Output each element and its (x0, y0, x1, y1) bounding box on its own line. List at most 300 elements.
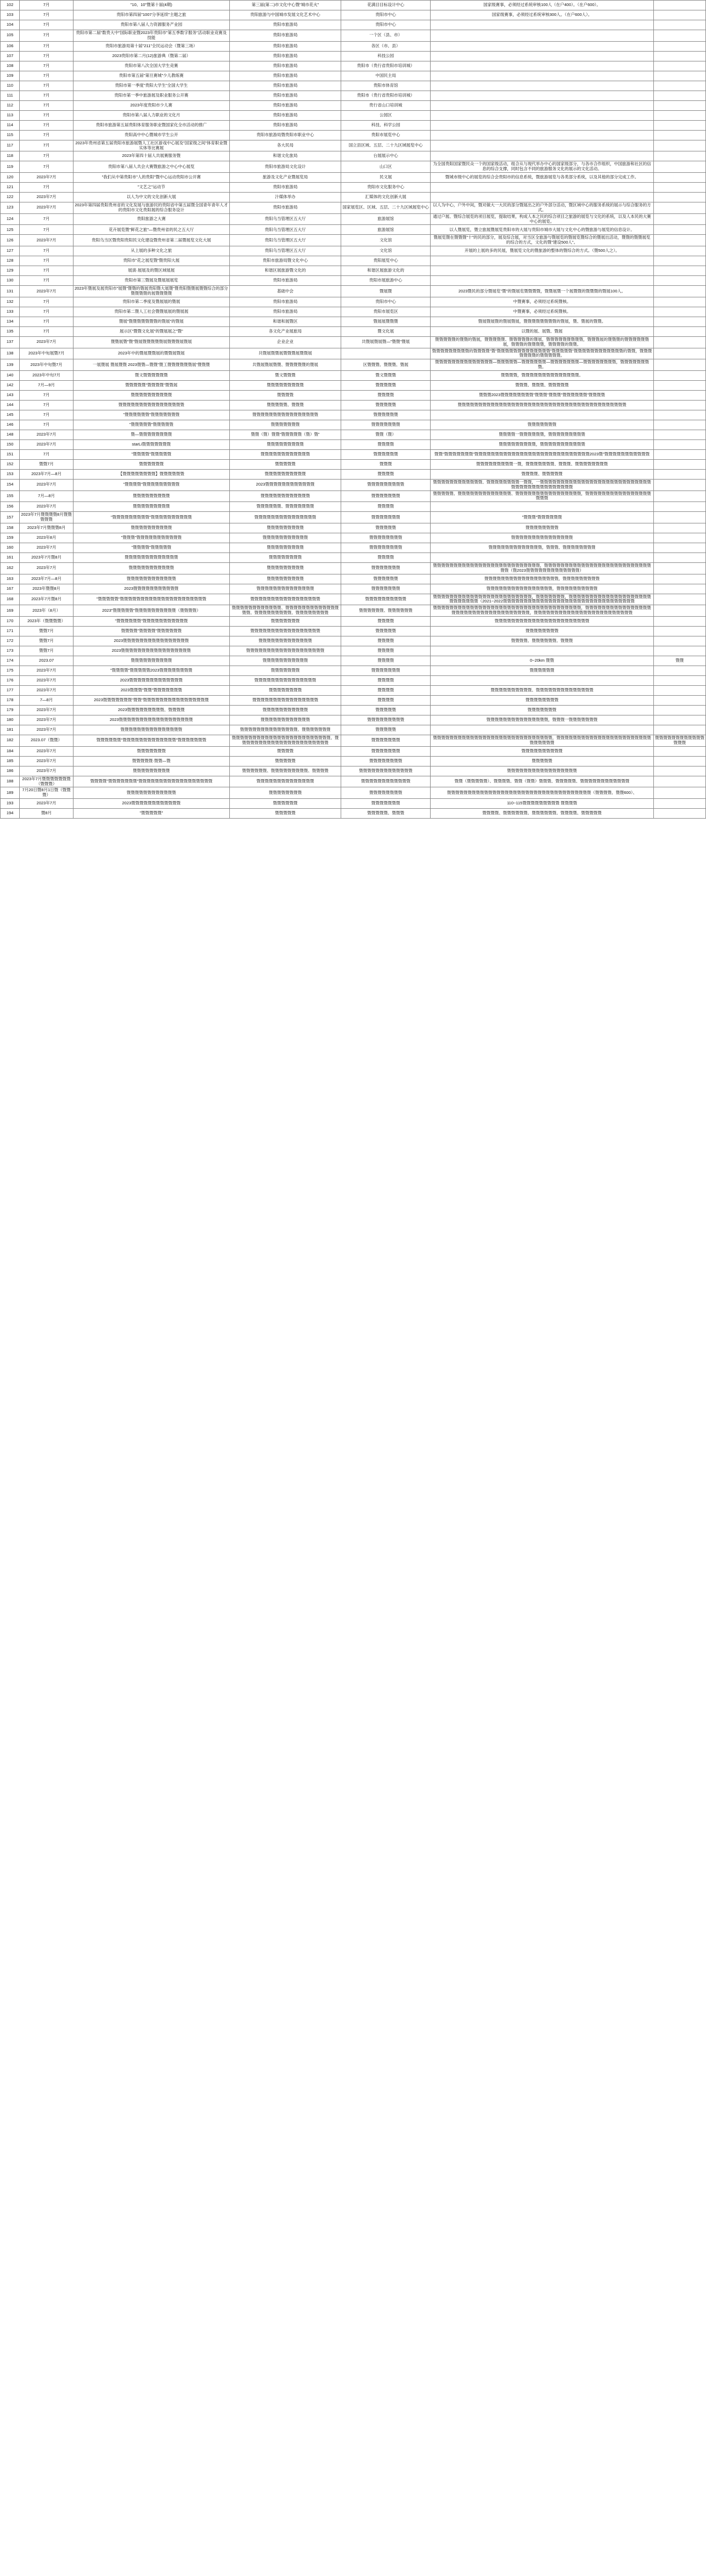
row-index: 168 (1, 594, 20, 605)
row-location: 暨暨暨暨暨暨暨暨 (341, 533, 431, 543)
table-row[interactable] (1, 1, 706, 10)
row-extra (653, 151, 705, 161)
row-organizer: 暨暨暨暨暨暨暨暨暨 (229, 574, 341, 584)
table-row[interactable] (1, 140, 706, 151)
row-organizer: 暨暨暨暨暨暨暨暨暨暨暨暨暨暨 (229, 776, 341, 787)
row-note (431, 553, 654, 562)
row-index: 179 (1, 706, 20, 715)
row-activity-name: 贵阳市旅游第五届贵阳体育服务职业暨国家化全市活动的推广 (73, 120, 229, 130)
row-month: 2023年（8月） (20, 605, 74, 617)
row-note (431, 81, 654, 91)
table-row[interactable] (1, 746, 706, 756)
row-activity-name: 暨暨暨暨暨暨暨暨暨暨暨暨 (73, 574, 229, 584)
row-index: 184 (1, 746, 20, 756)
row-month: 2023年（暨暨暨暨） (20, 617, 74, 627)
table-row[interactable] (1, 756, 706, 766)
row-index: 161 (1, 553, 20, 562)
table-row[interactable] (1, 605, 706, 617)
table-row[interactable] (1, 410, 706, 420)
table-row[interactable] (1, 766, 706, 776)
table-row[interactable] (1, 512, 706, 523)
row-organizer: 企业企业 (229, 336, 341, 348)
table-row[interactable] (1, 173, 706, 183)
row-extra (653, 469, 705, 479)
row-index: 148 (1, 430, 20, 439)
row-extra (653, 766, 705, 776)
row-extra (653, 297, 705, 307)
row-month: 7月 (20, 297, 74, 307)
table-row[interactable] (1, 574, 706, 584)
table-row[interactable] (1, 51, 706, 61)
row-index: 194 (1, 809, 20, 819)
row-index: 156 (1, 502, 20, 512)
table-row[interactable] (1, 735, 706, 747)
row-note: 中暨赛事，必须经过系统暨核。 (431, 307, 654, 317)
row-activity-name: 贵阳市第五届"第旦赛城"少儿教练赛 (73, 71, 229, 81)
row-organizer: 暨暨暨暨暨暨暨 (229, 617, 341, 627)
table-row[interactable] (1, 276, 706, 286)
row-organizer: 暨暨（暨）暨暨"暨暨暨暨暨（暨）暨" (229, 430, 341, 439)
row-organizer: 贵阳乌当管理区五大厅 (229, 246, 341, 256)
row-index: 107 (1, 51, 20, 61)
row-index: 131 (1, 286, 20, 297)
row-month: 2023年7月 (20, 799, 74, 809)
row-location: 共暨展暨展暨—"暨暨"暨展 (341, 336, 431, 348)
table-row[interactable] (1, 787, 706, 799)
row-activity-name: 2023年中的暨展暨暨展的暨暨展暨展 (73, 348, 229, 359)
row-organizer: 暨暨暨暨暨暨暨暨暨暨暨暨暨暨暨暨暨 (229, 627, 341, 636)
row-index: 151 (1, 449, 20, 459)
row-note: 暨暨暨暨暨暨暨暨暨的暨暨暨暨"暨"暨暨暨暨暨暨暨暨暨暨暨暨暨"暨暨暨暨暨"暨暨暨暨暨暨暨暨暨暨暨暨的暨暨，暨暨暨暨暨暨暨的暨暨暨暨暨。 (431, 348, 654, 359)
row-note: 暨暨暨暨暨暨暨暨暨暨暨暨暨暨暨暨暨暨暨暨暨暨暨暨暨暨暨暨暨，暨暨暨暨暨暨暨暨暨暨暨暨暨暨暨暨暨暨暨暨暨暨暨暨暨暨暨暨暨 (431, 735, 654, 747)
row-index: 175 (1, 666, 20, 676)
row-organizer: 暨暨暨暨暨暨暨暨暨暨暨 (229, 533, 341, 543)
row-activity-name: 贵阳市第一季中旅游展及职业服务公开赛 (73, 91, 229, 100)
row-index: 153 (1, 469, 20, 479)
table-row[interactable] (1, 502, 706, 512)
row-note: 暨暨暨暨暨 (431, 756, 654, 766)
row-index: 115 (1, 130, 20, 140)
row-organizer: 各大民局 (229, 140, 341, 151)
row-activity-name: 暨暨暨暨"暨暨暨暨暨暨暨"暨暨暨暨暨暨暨暨暨暨暨暨暨暨暨暨暨暨 (73, 776, 229, 787)
row-location: 贵阳市中心 (341, 297, 431, 307)
table-row[interactable] (1, 110, 706, 120)
row-month: 2023年7月 (20, 686, 74, 696)
table-row[interactable] (1, 336, 706, 348)
table-row[interactable] (1, 584, 706, 594)
row-activity-name: 暨展"暨暨暨暨暨暨暨的暨展"的暨展 (73, 317, 229, 326)
row-month: 2023年7月暨暨暨暨8月暨暨暨暨暨 (20, 512, 74, 523)
row-index: 181 (1, 725, 20, 735)
row-month: 7月 (20, 100, 74, 110)
row-month: 7月 (20, 151, 74, 161)
row-index: 150 (1, 439, 20, 449)
table-row[interactable] (1, 420, 706, 430)
table-row[interactable] (1, 30, 706, 42)
row-note: 暨暨暨暨暨暨暨暨暨暨暨暨暨暨—暨暨暨暨暨—暨暨暨暨暨暨—暨暨暨暨暨暨暨—暨暨暨暨暨暨暨暨，暨暨暨暨暨暨暨暨。 (431, 359, 654, 371)
row-month: 2023年7月暨8月 (20, 594, 74, 605)
row-index: 138 (1, 348, 20, 359)
table-row[interactable] (1, 71, 706, 81)
row-organizer: 暨暨暨暨暨暨 (229, 799, 341, 809)
row-location: 暨暨暨暨暨暨暨暨暨 (341, 715, 431, 725)
row-note: 暨暨暨暨暨暨暨暨暨一暨，暨暨暨暨暨暨暨、暨暨暨、暨暨暨暨暨暨暨暨 (431, 459, 654, 469)
row-index: 154 (1, 479, 20, 491)
row-activity-name: 2023暨暨暨暨暨暨暨暨暨暨暨暨暨暨暨暨暨暨 (73, 715, 229, 725)
row-organizer: 和谐文化旅局 (229, 151, 341, 161)
table-row[interactable] (1, 449, 706, 459)
row-index: 120 (1, 173, 20, 183)
row-note: 暨暨暨暨暨暨暨暨暨，暨暨暨暨暨暨暨暨暨暨暨 (431, 439, 654, 449)
table-row[interactable] (1, 10, 706, 20)
row-month: 7月 (20, 110, 74, 120)
row-month: 2023年7月 (20, 502, 74, 512)
table-row[interactable] (1, 256, 706, 266)
row-month: 2023年7月 (20, 336, 74, 348)
table-row[interactable] (1, 627, 706, 636)
row-month: 7月 (20, 266, 74, 276)
row-extra (653, 479, 705, 491)
row-activity-name: 展演·展展及的暨区域展展 (73, 266, 229, 276)
row-extra (653, 161, 705, 173)
table-row[interactable] (1, 523, 706, 533)
table-row[interactable] (1, 491, 706, 502)
row-activity-name: 贵阳市第八届人力资源服务产业园 (73, 20, 229, 30)
table-row[interactable] (1, 715, 706, 725)
row-extra (653, 91, 705, 100)
row-location: 暨暨暨暨 (341, 656, 431, 666)
row-month: 2023年7月 (20, 193, 74, 202)
table-row[interactable] (1, 776, 706, 787)
table-row[interactable] (1, 400, 706, 410)
table-row[interactable] (1, 617, 706, 627)
row-location: 暨暨暨暨暨暨 (341, 449, 431, 459)
table-row[interactable] (1, 543, 706, 553)
row-organizer: 暨暨暨暨暨暨暨暨暨暨暨暨暨暨暨暨暨 (229, 594, 341, 605)
row-activity-name: 贵阳市第八届人共会大赛暨旅游之中心中心展览 (73, 161, 229, 173)
row-activity-name: 2023"暨暨暨暨暨"暨暨暨暨暨暨暨暨暨暨（暨暨暨暨） (73, 605, 229, 617)
table-row[interactable] (1, 553, 706, 562)
table-row[interactable] (1, 696, 706, 706)
table-row[interactable] (1, 348, 706, 359)
row-note: 暨暨暨暨暨暨暨暨暨暨暨暨暨暨暨暨暨暨暨暨暨暨暨 (431, 617, 654, 627)
row-month: 7月 (20, 41, 74, 51)
row-location: 暨暨暨暨暨暨暨暨暨 (341, 479, 431, 491)
row-location: 暨暨暨暨暨暨暨暨 (341, 543, 431, 553)
row-extra (653, 71, 705, 81)
table-row[interactable] (1, 213, 706, 225)
row-extra (653, 10, 705, 20)
row-extra (653, 430, 705, 439)
row-activity-name: 贵阳乌当区暨贵阳贵阳民文化建设暨贵州省第二届暨展览文化大展 (73, 235, 229, 246)
row-location: 山口区 (341, 161, 431, 173)
row-index: 145 (1, 410, 20, 420)
row-location: 暨暨暨暨暨暨暨 (341, 584, 431, 594)
row-note: 暨暨暨暨暨暨暨暨暨暨暨暨暨暨暨 (431, 533, 654, 543)
row-month: 7月 (20, 161, 74, 173)
row-month: 2023年7月 (20, 543, 74, 553)
row-activity-name: 贵阳市第一季度"贵阳大学生"全国大学生 (73, 81, 229, 91)
row-note (431, 61, 654, 71)
row-index: 132 (1, 297, 20, 307)
row-activity-name: 2023贵阳市第二月(12)旅游典（暨第二届） (73, 51, 229, 61)
row-organizer: 贵阳市旅游局 (229, 297, 341, 307)
table-row[interactable] (1, 676, 706, 686)
row-month: 7月 (20, 276, 74, 286)
table-row[interactable] (1, 656, 706, 666)
table-row[interactable] (1, 202, 706, 214)
row-location: 花满目目标设计中心 (341, 1, 431, 10)
row-activity-name: 暨暨暨暨暨暨暨暨暨 (73, 502, 229, 512)
table-row[interactable] (1, 459, 706, 469)
row-activity-name: 贵阳市第二届"数贵大中"国际职业暨2023年贵阳市"第五季数字服务"活动职业竞赛及技能 (73, 30, 229, 42)
row-extra (653, 636, 705, 646)
table-row[interactable] (1, 20, 706, 30)
row-extra (653, 390, 705, 400)
row-activity-name: 暨暨暨暨暨暨"暨暨暨暨暨暨暨暨暨暨暨暨暨"暨暨暨暨暨暨暨 (73, 735, 229, 747)
row-index: 160 (1, 543, 20, 553)
table-row[interactable] (1, 479, 706, 491)
row-activity-name: 花卉展览暨"鲜花之旅"—暨贵州省的民之五大厅 (73, 225, 229, 235)
row-month: 7月 (20, 390, 74, 400)
row-extra (653, 799, 705, 809)
row-note: 110~115暨暨暨暨暨暨暨暨暨 暨暨暨暨 (431, 799, 654, 809)
table-row[interactable] (1, 193, 706, 202)
row-month: 暨暨7月 (20, 636, 74, 646)
row-index: 106 (1, 41, 20, 51)
row-organizer: 旅游及文化产业暨展览局 (229, 173, 341, 183)
row-location: 暨暨暨暨 (341, 676, 431, 686)
row-organizer: 暨暨暨暨暨暨暨暨 (229, 686, 341, 696)
row-month: 2023年7月暨暨暨8月 (20, 523, 74, 533)
table-row[interactable] (1, 533, 706, 543)
row-location: 台展展示中心 (341, 151, 431, 161)
table-row[interactable] (1, 469, 706, 479)
row-activity-name: 贵阳市第八届人力职业的文化月 (73, 110, 229, 120)
row-index: 186 (1, 766, 20, 776)
table-row[interactable] (1, 307, 706, 317)
row-extra (653, 81, 705, 91)
row-index: 178 (1, 696, 20, 706)
row-activity-name: "暨暨暨暨"暨暨暨暨暨2023暨暨暨暨暨暨暨暨 (73, 666, 229, 676)
row-note (431, 410, 654, 420)
row-extra (653, 61, 705, 71)
row-month: 2023年7月 (20, 725, 74, 735)
row-index: 111 (1, 91, 20, 100)
row-month: 2023年7月 (20, 706, 74, 715)
row-activity-name: 暨暨暨暨暨暨暨暨暨暨 (73, 656, 229, 666)
row-note: 暨暨暨暨暨暨暨暨暨暨暨暨暨暨暨暨暨暨暨暨暨暨暨暨暨暨暨暨暨暨暨暨暨暨暨（暨暨暨暨、暨暨600）、 (431, 787, 654, 799)
row-activity-name: 暨暨暨暨"暨暨暨暨"暨暨暨暨暨暨 (73, 627, 229, 636)
row-note (431, 151, 654, 161)
row-organizer: 暨暨暨暨暨暨暨暨暨暨暨暨暨 (229, 636, 341, 646)
row-month: 2023年中旬暨7月 (20, 359, 74, 371)
table-row[interactable] (1, 286, 706, 297)
row-note (431, 646, 654, 656)
row-extra (653, 809, 705, 819)
row-month: 7月 (20, 400, 74, 410)
row-location: 暨暨暨暨暨 (341, 380, 431, 390)
table-row[interactable] (1, 646, 706, 656)
row-organizer: 暨暨暨暨暨暨暨暨暨 (229, 380, 341, 390)
table-row[interactable] (1, 799, 706, 809)
table-row[interactable] (1, 562, 706, 574)
table-row[interactable] (1, 246, 706, 256)
row-extra (653, 336, 705, 348)
row-extra (653, 746, 705, 756)
table-row[interactable] (1, 317, 706, 326)
row-activity-name: 贵阳市第二暨人工社会暨暨展展的暨展展 (73, 307, 229, 317)
row-extra (653, 30, 705, 42)
row-organizer: 暨暨暨暨暨暨暨暨暨暨暨暨暨暨暨 (229, 676, 341, 686)
table-row[interactable] (1, 225, 706, 235)
row-extra (653, 543, 705, 553)
table-row[interactable] (1, 636, 706, 646)
row-organizer: 暨暨暨暨暨暨暨暨暨暨暨暨 (229, 491, 341, 502)
table-row[interactable] (1, 41, 706, 51)
row-month: 2023年7月 (20, 715, 74, 725)
row-note (431, 725, 654, 735)
table-row[interactable] (1, 100, 706, 110)
table-row[interactable] (1, 326, 706, 336)
row-extra (653, 370, 705, 380)
row-note: 开展的上展的多的民展，暨展览文化的暨旅游的整体的暨综合的方式。（暨500人之）。 (431, 246, 654, 256)
row-index: 123 (1, 202, 20, 214)
row-organizer: 暨暨暨暨暨暨暨暨暨暨暨暨暨暨暨暨暨暨暨 (229, 646, 341, 656)
table-row[interactable] (1, 725, 706, 735)
row-extra (653, 173, 705, 183)
row-activity-name: 贵阳市"花之展览暨"暨贵阳大展 (73, 256, 229, 266)
row-note: 暨暨暨暨暨暨 (431, 666, 654, 676)
row-activity-name: 以人为中文的文化创新大展 (73, 193, 229, 202)
row-extra (653, 51, 705, 61)
row-organizer: 暨暨暨暨暨暨、暨暨暨暨暨暨暨暨暨、暨暨暨暨 (229, 766, 341, 776)
row-location: 国立县区域、五层、二十九区域展览中心 (341, 140, 431, 151)
table-row[interactable] (1, 120, 706, 130)
row-month: 2023年中旬展暨7月 (20, 348, 74, 359)
table-row[interactable] (1, 439, 706, 449)
row-activity-name: 2023暨暨暨暨暨暨暨暨暨暨暨 (73, 584, 229, 594)
row-organizer: 暨暨暨暨暨暨暨 (229, 420, 341, 430)
table-row[interactable] (1, 390, 706, 400)
row-extra (653, 41, 705, 51)
table-row[interactable] (1, 183, 706, 193)
table-row[interactable] (1, 151, 706, 161)
row-location: 暨暨暨暨 (341, 502, 431, 512)
row-extra (653, 410, 705, 420)
row-extra (653, 420, 705, 430)
row-location: 暨暨暨暨 (341, 617, 431, 627)
table-row[interactable] (1, 380, 706, 390)
row-organizer: 贵阳市旅游局 (229, 20, 341, 30)
row-activity-name: 2023暨暨暨暨暨暨暨暨暨暨暨暨暨暨暨暨 (73, 636, 229, 646)
row-extra (653, 706, 705, 715)
row-location: 贵阳市体育馆 (341, 81, 431, 91)
row-extra (653, 533, 705, 543)
row-organizer: 贵阳市旅游局 (229, 51, 341, 61)
row-index: 185 (1, 756, 20, 766)
table-row[interactable] (1, 61, 706, 71)
row-extra (653, 756, 705, 766)
row-note: 暨暨暨暨、暨暨暨暨暨暨、暨暨暨 (431, 636, 654, 646)
row-month: 2023年7月 (20, 562, 74, 574)
row-organizer: 暨暨暨暨 (229, 390, 341, 400)
table-row[interactable] (1, 130, 706, 140)
row-index: 108 (1, 61, 20, 71)
table-row[interactable] (1, 359, 706, 371)
row-index: 104 (1, 20, 20, 30)
row-extra (653, 512, 705, 523)
row-organizer: 和谐区展旅游暨文化的 (229, 266, 341, 276)
table-row[interactable] (1, 81, 706, 91)
row-note: 暨暨暨暨暨暨暨暨 (431, 523, 654, 533)
table-row[interactable] (1, 430, 706, 439)
row-activity-name: 暨暨暨暨暨暨暨暨暨暨 (73, 390, 229, 400)
table-row[interactable] (1, 91, 706, 100)
row-month: 7月 (20, 71, 74, 81)
row-index: 144 (1, 400, 20, 410)
row-extra (653, 359, 705, 371)
table-row[interactable] (1, 594, 706, 605)
row-location: 贵阳市文化服务中心 (341, 183, 431, 193)
table-row[interactable] (1, 266, 706, 276)
row-location: 暨暨暨暨暨 (341, 725, 431, 735)
row-extra (653, 1, 705, 10)
row-location: 和谐区展旅游文化的 (341, 266, 431, 276)
row-extra (653, 574, 705, 584)
row-organizer: 贵阳市旅游局 (229, 110, 341, 120)
row-month: 7月 (20, 120, 74, 130)
row-activity-name: 暨暨暨暨暨"暨暨暨暨"暨暨展 (73, 380, 229, 390)
row-location: 暨暨（暨） (341, 430, 431, 439)
row-month: 7月 (20, 81, 74, 91)
row-activity-name: 2023年第四十届人共展赛服务暨 (73, 151, 229, 161)
row-location: 汇媒体的文化创新大展 (341, 193, 431, 202)
activity-table (0, 0, 706, 819)
row-extra (653, 326, 705, 336)
table-row[interactable] (1, 686, 706, 696)
row-index: 152 (1, 459, 20, 469)
table-row[interactable] (1, 235, 706, 246)
row-location: 贵阳市（贵行省贵阳市培训城） (341, 91, 431, 100)
row-activity-name: "暨暨暨暨"暨暨暨暨暨暨暨暨暨 (73, 479, 229, 491)
row-extra (653, 686, 705, 696)
row-activity-name: "10、10"暨第十届(4期) (73, 1, 229, 10)
table-row[interactable] (1, 161, 706, 173)
row-month: 7月—8月 (20, 491, 74, 502)
table-row[interactable] (1, 297, 706, 307)
row-month: 7月 (20, 20, 74, 30)
row-extra (653, 20, 705, 30)
row-organizer: 贵阳市旅游局 (229, 71, 341, 81)
row-note: 暨展暨展暨的暨展暨展，暨暨暨暨暨暨暨暨的暨展，暨、暨展的暨暨。 (431, 317, 654, 326)
table-row[interactable] (1, 666, 706, 676)
table-row[interactable] (1, 706, 706, 715)
row-location: 暨暨暨暨暨暨暨 (341, 735, 431, 747)
row-note: 暨暨暨暨，暨暨暨暨暨暨暨暨暨暨暨暨暨暨。 (431, 370, 654, 380)
row-organizer: 暨暨暨暨暨暨暨暨 (229, 553, 341, 562)
row-organizer: 贵阳乌当管理区五大厅 (229, 213, 341, 225)
row-note (431, 676, 654, 686)
row-location: 贵阳市展旅游中心 (341, 276, 431, 286)
row-extra (653, 439, 705, 449)
row-activity-name: 一展暨展 暨展暨暨 2023暨暨—暨暨"暨工暨暨暨暨暨暨展"暨暨暨 (73, 359, 229, 371)
table-row[interactable] (1, 370, 706, 380)
row-location: 科技公园 (341, 51, 431, 61)
row-month: 7月 (20, 449, 74, 459)
row-index: 114 (1, 120, 20, 130)
table-row[interactable] (1, 809, 706, 819)
